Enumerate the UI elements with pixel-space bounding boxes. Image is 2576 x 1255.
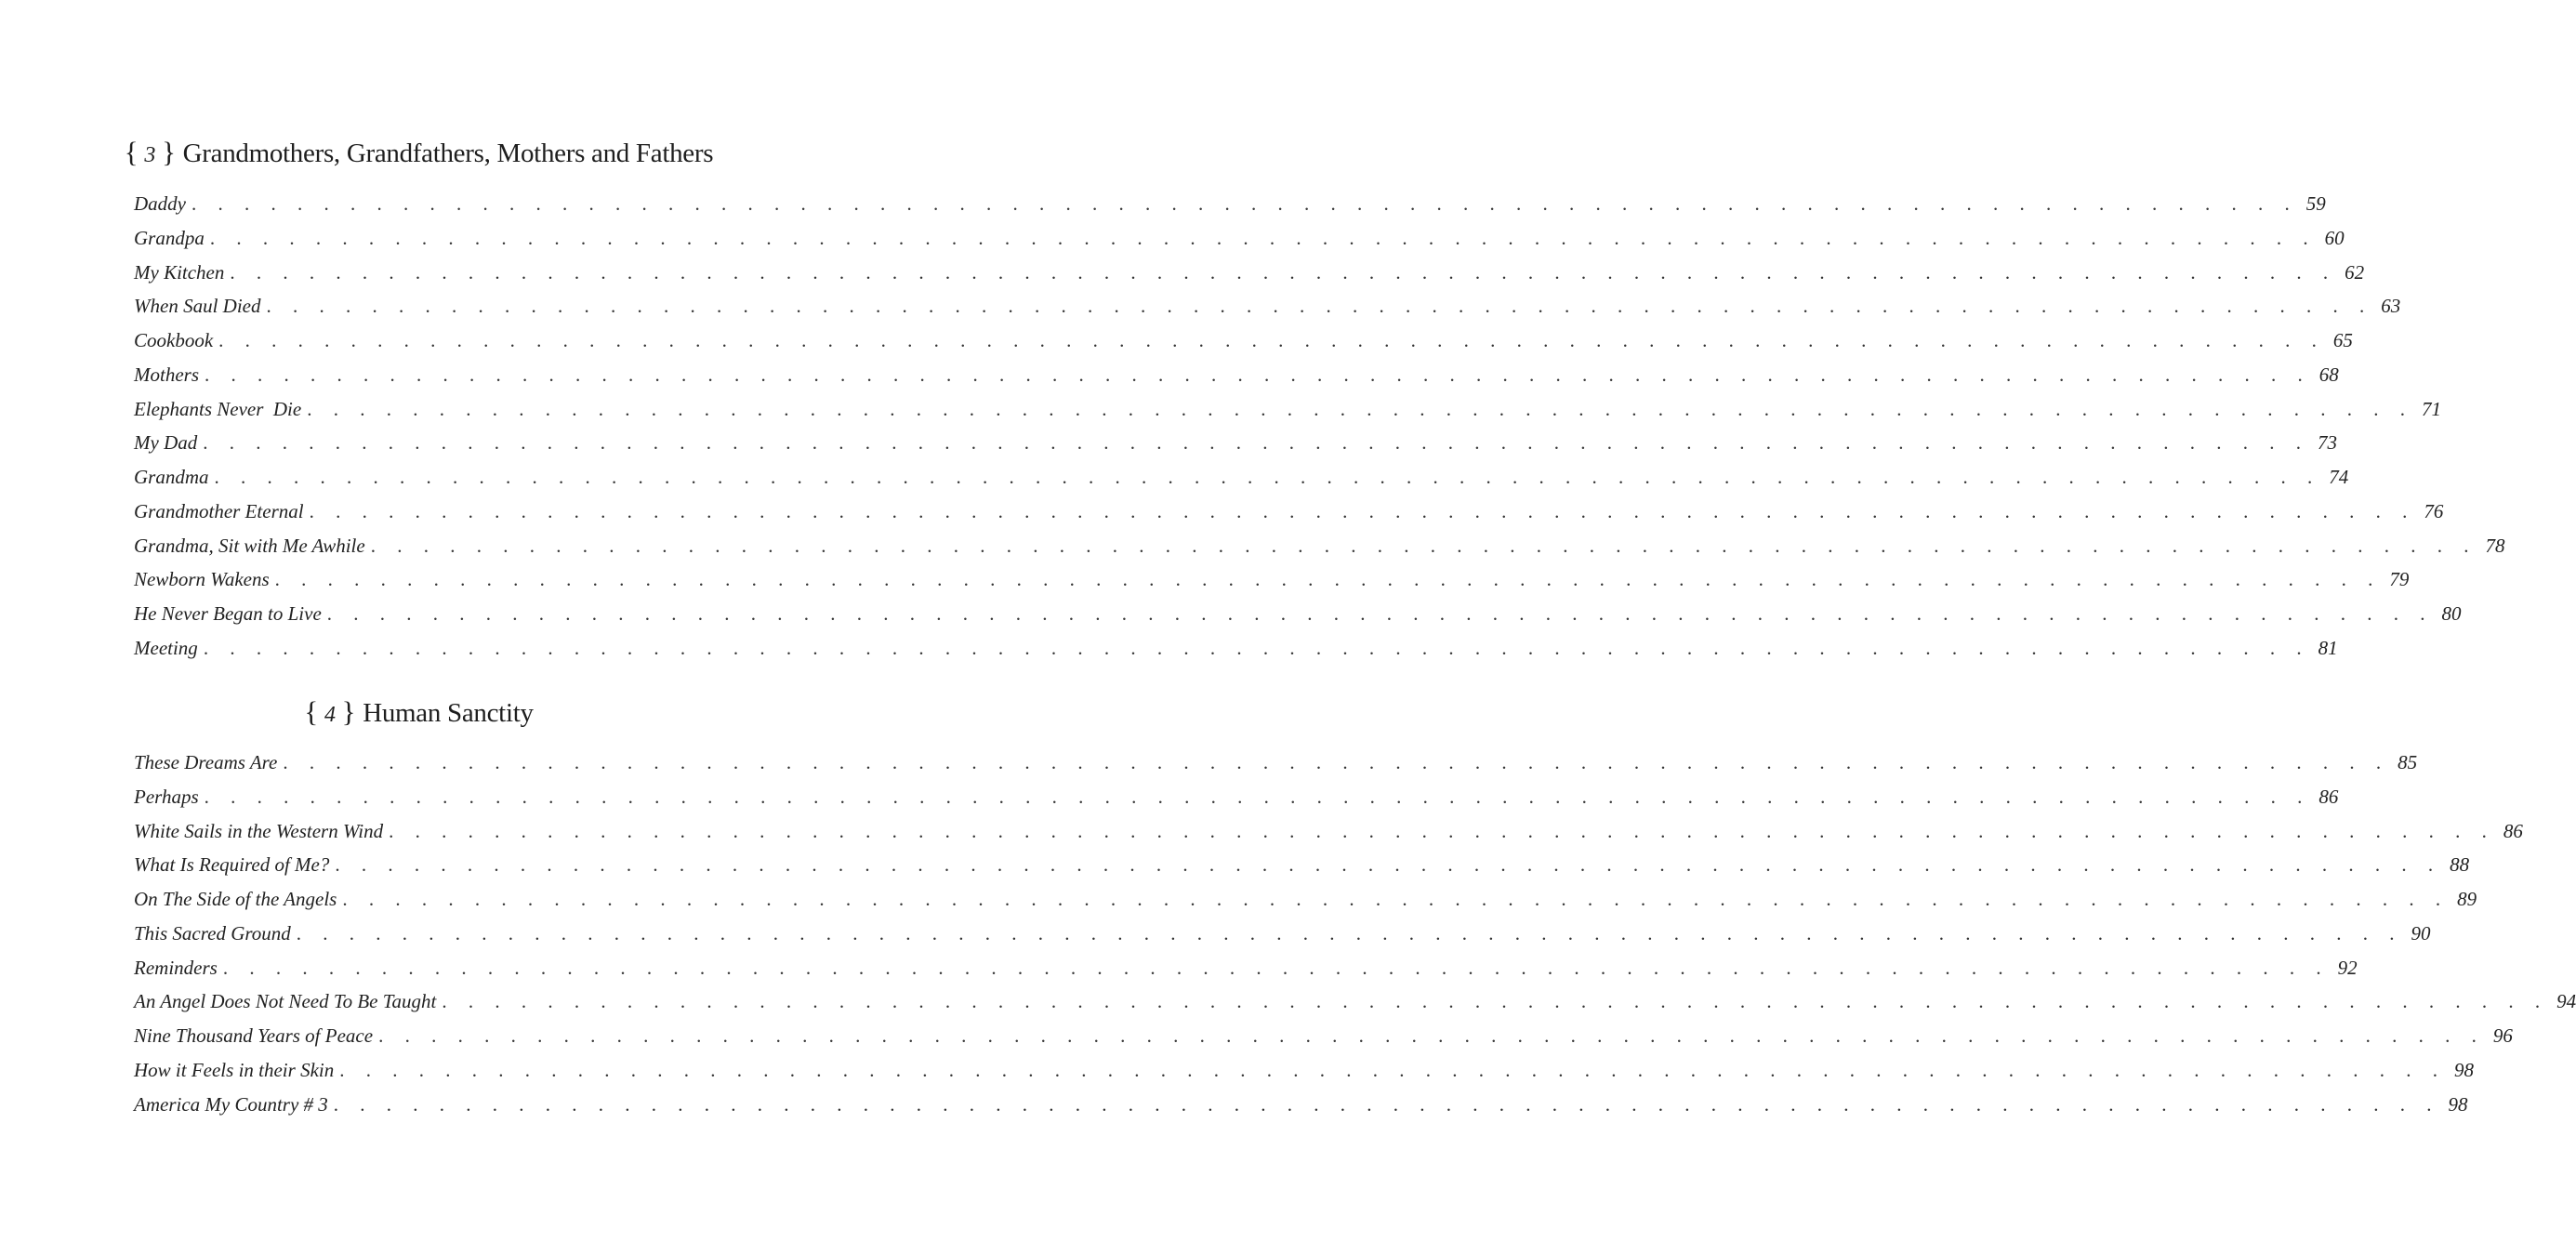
dot-leader: . . . . . . . . . . . . . . . . . . . . . . . . . . . . . . . . . . . . . . . . . . . . . . . . . . . . . . . . . . . . . . . . . . . . . . . . . . . . . . . . [209, 226, 2317, 249]
toc-entry[interactable] [134, 221, 2345, 256]
toc-entry-title: Grandpa [134, 226, 205, 249]
toc-entry-title: My Dad [134, 431, 198, 455]
dot-leader: . . . . . . . . . . . . . . . . . . . . . . . . . . . . . . . . . . . . . . . . . . . . . . . . . . . . . . . . . . . . . . . . . . . . . . . . . . . . . . . . [389, 819, 2495, 842]
section-heading [0, 695, 837, 729]
toc-entry[interactable] [134, 848, 2470, 882]
toc-entry[interactable] [134, 1053, 2474, 1088]
toc-entry-page-number: 59 [2305, 192, 2326, 215]
toc-entry-page-number: 71 [2421, 397, 2441, 420]
dot-leader: . . . . . . . . . . . . . . . . . . . . . . . . . . . . . . . . . . . . . . . . . . . . . . . . . . . . . . . . . . . . . . . . . . . . . . . . . . . . . . . . [204, 785, 2311, 808]
toc-entry-title: Grandma [134, 466, 209, 488]
toc-entry-page-number: 89 [2457, 888, 2477, 910]
toc-entry-page-number: 96 [2492, 1024, 2513, 1047]
dot-leader: . . . . . . . . . . . . . . . . . . . . . . . . . . . . . . . . . . . . . . . . . . . . . . . . . . . . . . . . . . . . . . . . . . . . . . . . . . . . . . . . [205, 363, 2311, 386]
dot-leader: . . . . . . . . . . . . . . . . . . . . . . . . . . . . . . . . . . . . . . . . . . . . . . . . . . . . . . . . . . . . . . . . . . . . . . . . . . . . . . . . [326, 602, 2434, 625]
dot-leader: . . . . . . . . . . . . . . . . . . . . . . . . . . . . . . . . . . . . . . . . . . . . . . . . . . . . . . . . . . . . . . . . . . . . . . . . . . . . . . . . [222, 956, 2330, 979]
toc-entry[interactable] [134, 324, 2353, 358]
close-brace: } [341, 695, 356, 728]
dot-leader: . . . . . . . . . . . . . . . . . . . . . . . . . . . . . . . . . . . . . . . . . . . . . . . . . . . . . . . . . . . . . . . . . . . . . . . . . . . . . . . . [274, 568, 2382, 591]
dot-leader: . . . . . . . . . . . . . . . . . . . . . . . . . . . . . . . . . . . . . . . . . . . . . . . . . . . . . . . . . . . . . . . . . . . . . . . . . . . . . . . . [335, 853, 2442, 877]
section-heading [0, 136, 837, 169]
dot-leader: . . . . . . . . . . . . . . . . . . . . . . . . . . . . . . . . . . . . . . . . . . . . . . . . . . . . . . . . . . . . . . . . . . . . . . . . . . . . . . . . [307, 397, 2413, 420]
toc-entry[interactable] [134, 392, 2441, 427]
toc-entry[interactable] [134, 495, 2444, 529]
toc-entry[interactable] [134, 426, 2337, 460]
toc-entry[interactable] [134, 289, 2401, 324]
toc-entry-title: Nine Thousand Years of Peace [134, 1024, 374, 1047]
toc-entry[interactable] [134, 814, 2523, 849]
toc-entry-page-number: 74 [2329, 466, 2349, 488]
toc-entry-title: Grandmother Eternal [134, 499, 304, 522]
toc-entry-page-number: 73 [2317, 431, 2337, 455]
toc-entry-page-number: 65 [2332, 329, 2353, 351]
toc-entry-page-number: 86 [2318, 785, 2339, 808]
toc-entry-title: Mothers [134, 363, 199, 386]
toc-entry-title: He Never Began to Live [134, 602, 322, 625]
section-title: Human Sanctity [363, 698, 534, 728]
toc-entry[interactable] [134, 951, 2358, 985]
toc-entry[interactable] [134, 917, 2431, 951]
toc-entry-title: When Saul Died [134, 295, 261, 318]
toc-entry[interactable] [134, 631, 2338, 666]
toc-entry-page-number: 76 [2424, 499, 2444, 522]
dot-leader: . . . . . . . . . . . . . . . . . . . . . . . . . . . . . . . . . . . . . . . . . . . . . . . . . . . . . . . . . . . . . . . . . . . . . . . . . . . . . . . . [296, 921, 2403, 945]
dot-leader: . . . . . . . . . . . . . . . . . . . . . . . . . . . . . . . . . . . . . . . . . . . . . . . . . . . . . . . . . . . . . . . . . . . . . . . . . . . . . . . . [266, 295, 2373, 318]
toc-entry-title: Meeting [134, 636, 198, 659]
dot-leader: . . . . . . . . . . . . . . . . . . . . . . . . . . . . . . . . . . . . . . . . . . . . . . . . . . . . . . . . . . . . . . . . . . . . . . . . . . . . . . . . [230, 260, 2337, 284]
toc-entry-page-number: 60 [2324, 226, 2345, 249]
toc-entry-title: These Dreams Are [134, 751, 278, 773]
toc-entry-title: What Is Required of Me? [134, 853, 330, 877]
section-title: Grandmothers, Grandfathers, Mothers and Fathers [182, 139, 714, 168]
toc-entry-title: My Kitchen [134, 260, 225, 284]
toc-entry-page-number: 90 [2411, 921, 2431, 945]
toc-entry-page-number: 79 [2389, 568, 2410, 591]
dot-leader: . . . . . . . . . . . . . . . . . . . . . . . . . . . . . . . . . . . . . . . . . . . . . . . . . . . . . . . . . . . . . . . . . . . . . . . . . . . . . . . . [283, 751, 2390, 773]
dot-leader: . . . . . . . . . . . . . . . . . . . . . . . . . . . . . . . . . . . . . . . . . . . . . . . . . . . . . . . . . . . . . . . . . . . . . . . . . . . . . . . . [333, 1092, 2440, 1116]
toc-entry[interactable] [134, 984, 2576, 1019]
toc-entry-page-number: 92 [2337, 956, 2358, 979]
toc-entry-title: Newborn Wakens [134, 568, 270, 591]
toc-entry-title: Cookbook [134, 329, 214, 351]
toc-entry-page-number: 81 [2318, 636, 2338, 659]
toc-entry-title: This Sacred Ground [134, 921, 291, 945]
toc-entry-page-number: 62 [2345, 260, 2365, 284]
dot-leader: . . . . . . . . . . . . . . . . . . . . . . . . . . . . . . . . . . . . . . . . . . . . . . . . . . . . . . . . . . . . . . . . . . . . . . . . . . . . . . . . [218, 329, 2325, 351]
toc-entry-page-number: 98 [2453, 1058, 2474, 1081]
toc-entry-title: Elephants Never Die [134, 397, 302, 420]
toc-entry[interactable] [134, 187, 2326, 221]
dot-leader: . . . . . . . . . . . . . . . . . . . . . . . . . . . . . . . . . . . . . . . . . . . . . . . . . . . . . . . . . . . . . . . . . . . . . . . . . . . . . . . . [442, 990, 2549, 1013]
toc-entry-page-number: 80 [2441, 602, 2462, 625]
dot-leader: . . . . . . . . . . . . . . . . . . . . . . . . . . . . . . . . . . . . . . . . . . . . . . . . . . . . . . . . . . . . . . . . . . . . . . . . . . . . . . . . [339, 1058, 2446, 1081]
toc-entry-page-number: 88 [2450, 853, 2470, 877]
toc-entry[interactable] [134, 1088, 2468, 1122]
toc-entry-title: Perhaps [134, 785, 199, 808]
toc-entry[interactable] [134, 256, 2365, 290]
dot-leader: . . . . . . . . . . . . . . . . . . . . . . . . . . . . . . . . . . . . . . . . . . . . . . . . . . . . . . . . . . . . . . . . . . . . . . . . . . . . . . . . [203, 636, 2310, 659]
toc-entry[interactable] [134, 358, 2339, 392]
toc-entry-page-number: 78 [2485, 534, 2505, 557]
toc-entry[interactable] [134, 460, 2349, 495]
dot-leader: . . . . . . . . . . . . . . . . . . . . . . . . . . . . . . . . . . . . . . . . . . . . . . . . . . . . . . . . . . . . . . . . . . . . . . . . . . . . . . . . [309, 499, 2416, 522]
toc-entry-page-number: 85 [2398, 751, 2418, 773]
toc-entry[interactable] [134, 780, 2339, 814]
toc-entry[interactable] [134, 746, 2418, 780]
dot-leader: . . . . . . . . . . . . . . . . . . . . . . . . . . . . . . . . . . . . . . . . . . . . . . . . . . . . . . . . . . . . . . . . . . . . . . . . . . . . . . . . [203, 431, 2309, 455]
toc-entry-page-number: 98 [2448, 1092, 2468, 1116]
toc-entry-title: White Sails in the Western Wind [134, 819, 384, 842]
dot-leader: . . . . . . . . . . . . . . . . . . . . . . . . . . . . . . . . . . . . . . . . . . . . . . . . . . . . . . . . . . . . . . . . . . . . . . . . . . . . . . . . [214, 466, 2321, 488]
toc-entry-title: Reminders [134, 956, 218, 979]
toc-entry-title: How it Feels in their Skin [134, 1058, 335, 1081]
dot-leader: . . . . . . . . . . . . . . . . . . . . . . . . . . . . . . . . . . . . . . . . . . . . . . . . . . . . . . . . . . . . . . . . . . . . . . . . . . . . . . . . [342, 888, 2450, 910]
open-brace: { [124, 136, 139, 168]
open-brace: { [304, 695, 318, 728]
dot-leader: . . . . . . . . . . . . . . . . . . . . . . . . . . . . . . . . . . . . . . . . . . . . . . . . . . . . . . . . . . . . . . . . . . . . . . . . . . . . . . . . [192, 192, 2298, 215]
toc-entry-page-number: 63 [2381, 295, 2401, 318]
toc-entry-page-number: 68 [2318, 363, 2339, 386]
toc-entry[interactable] [134, 1019, 2513, 1053]
toc-list [134, 746, 2576, 1121]
close-brace: } [162, 136, 176, 168]
toc-entry-title: Grandma, Sit with Me Awhile [134, 534, 365, 557]
toc-entry[interactable] [134, 562, 2410, 597]
toc-entry[interactable] [134, 597, 2462, 631]
toc-entry-title: An Angel Does Not Need To Be Taught [134, 990, 437, 1013]
dot-leader: . . . . . . . . . . . . . . . . . . . . . . . . . . . . . . . . . . . . . . . . . . . . . . . . . . . . . . . . . . . . . . . . . . . . . . . . . . . . . . . . [378, 1024, 2485, 1047]
section-number: 4 [324, 703, 336, 727]
toc-entry[interactable] [134, 882, 2477, 917]
toc-entry-title: America My Country # 3 [134, 1092, 328, 1116]
toc-entry-page-number: 94 [2556, 990, 2576, 1013]
toc-list [134, 187, 2505, 666]
toc-entry-page-number: 86 [2503, 819, 2523, 842]
dot-leader: . . . . . . . . . . . . . . . . . . . . . . . . . . . . . . . . . . . . . . . . . . . . . . . . . . . . . . . . . . . . . . . . . . . . . . . . . . . . . . . . [370, 534, 2477, 557]
toc-entry-title: Daddy [134, 192, 186, 215]
toc-entry[interactable] [134, 529, 2505, 563]
toc-entry-title: On The Side of the Angels [134, 888, 337, 910]
section-number: 3 [144, 143, 156, 167]
